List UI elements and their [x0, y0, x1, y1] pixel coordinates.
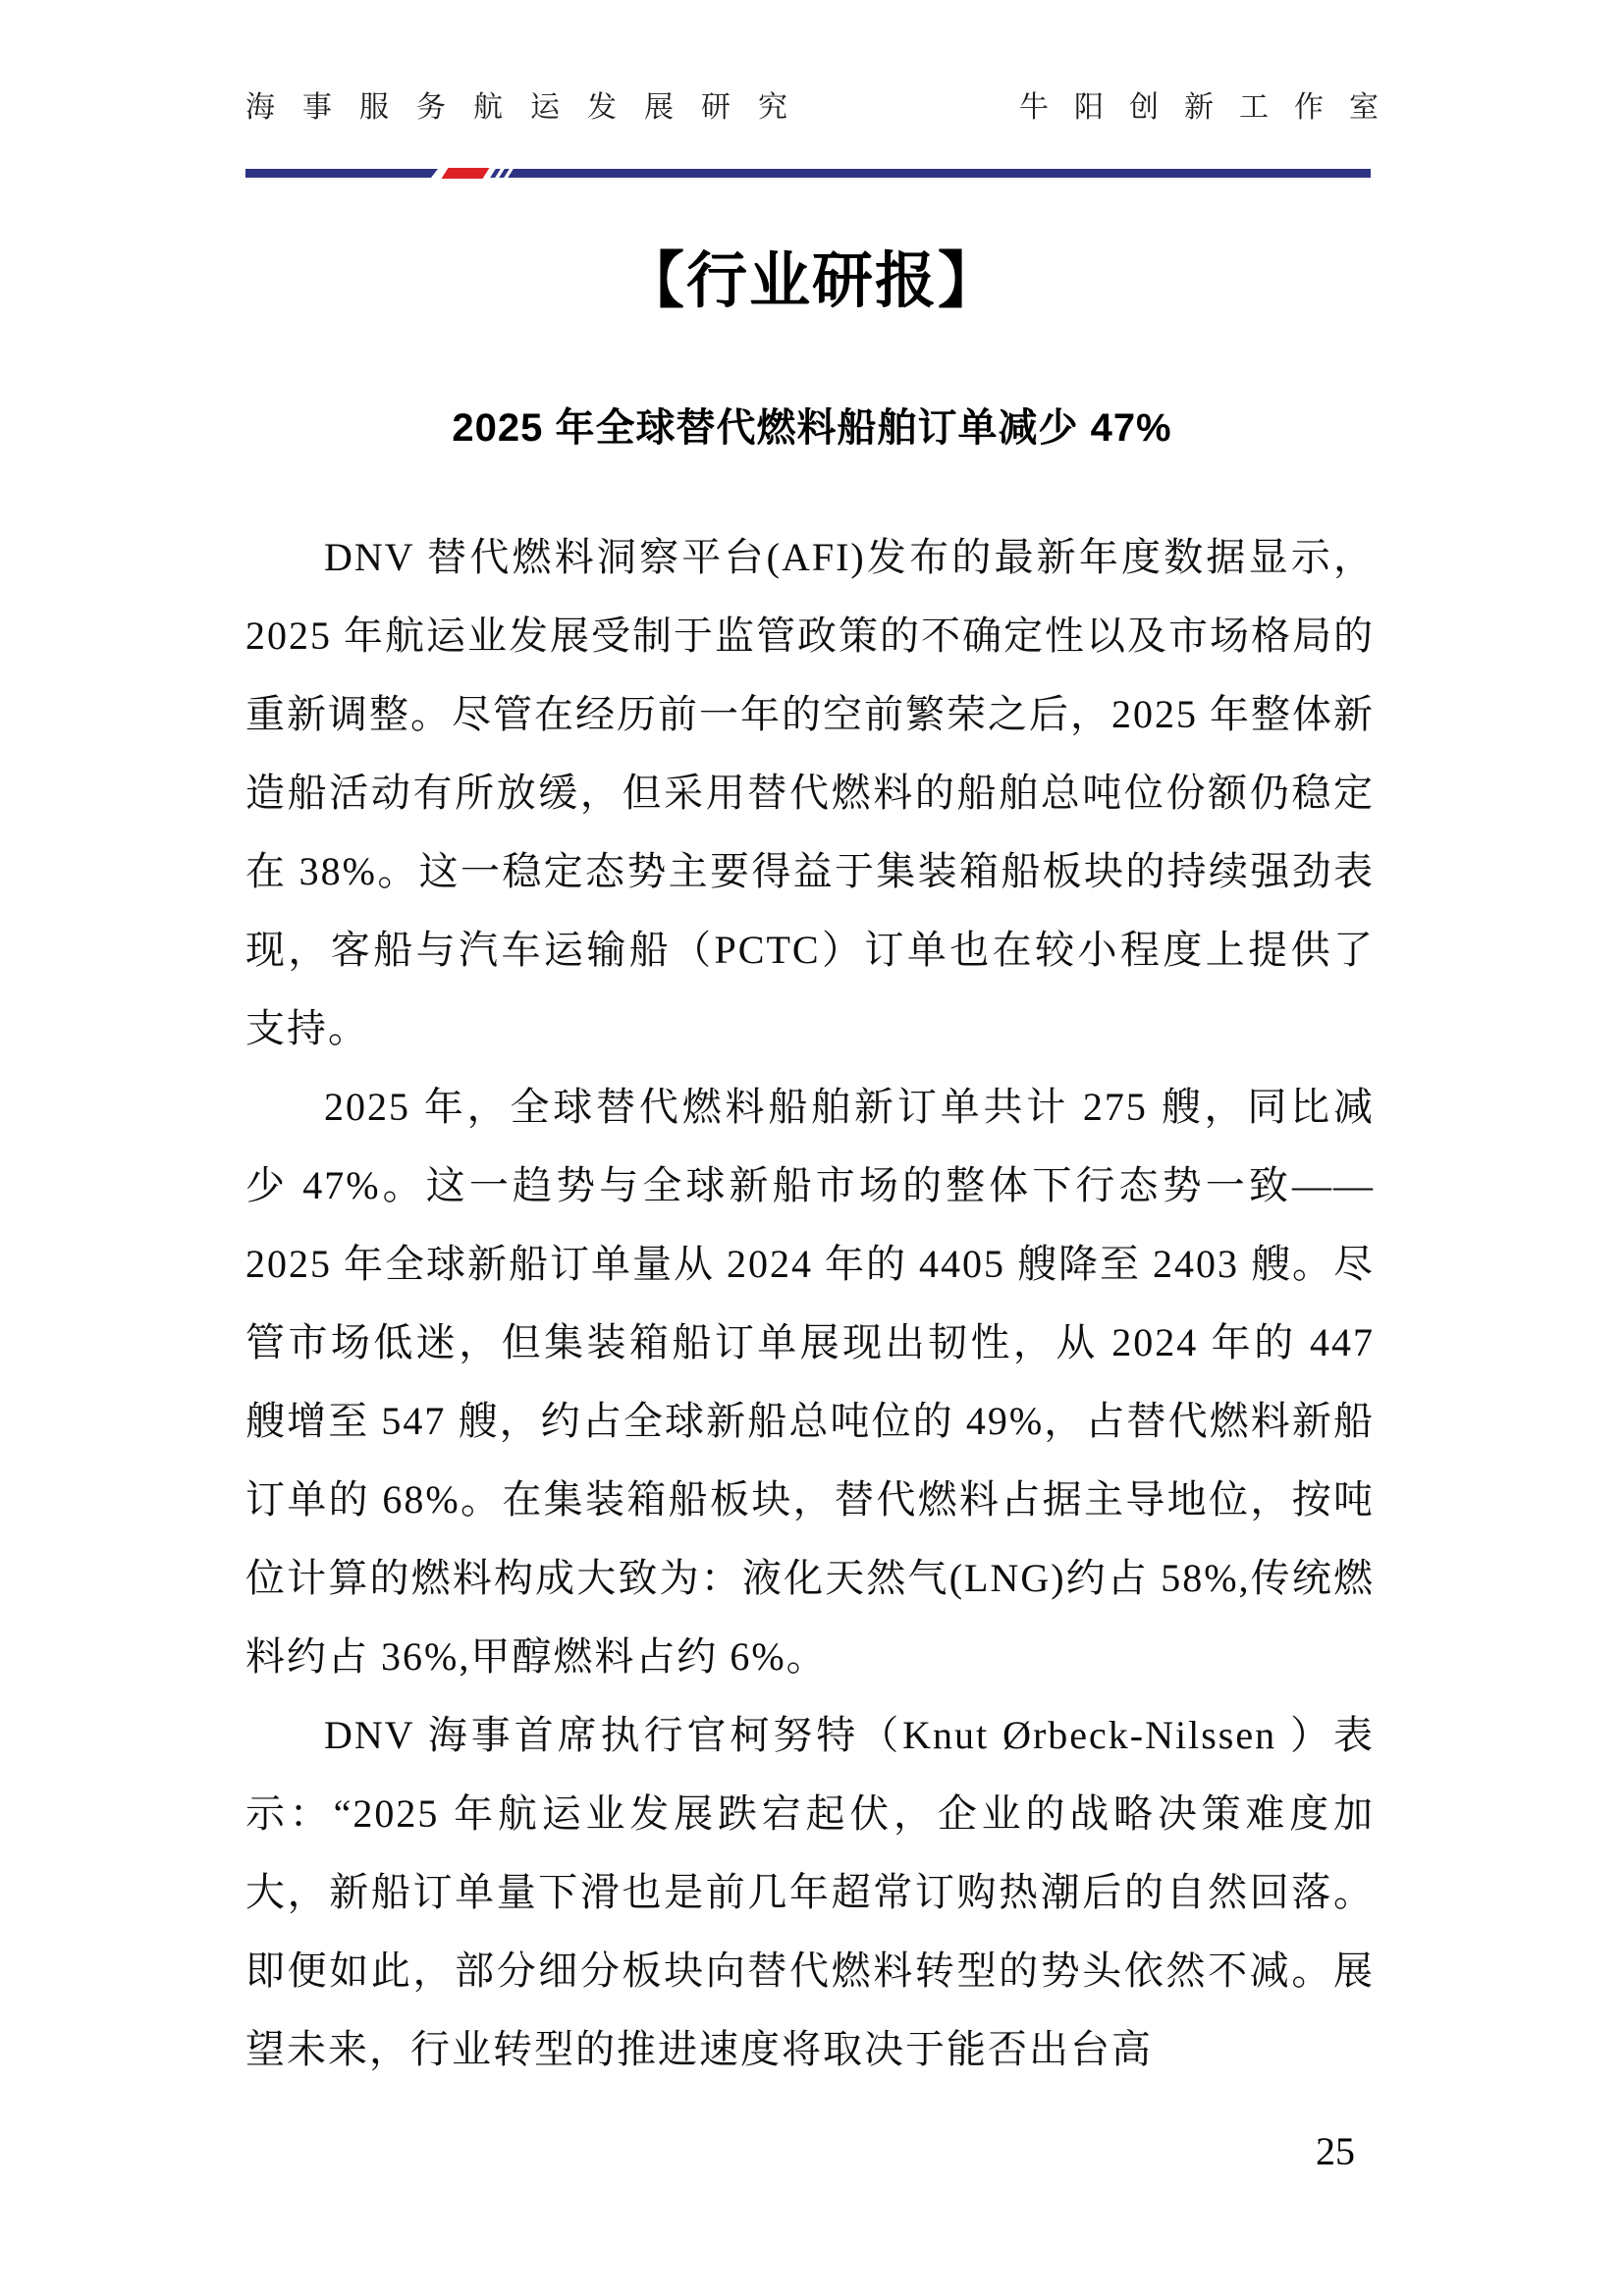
header-divider-rule [245, 168, 1371, 179]
page-number: 25 [1316, 2129, 1355, 2173]
divider-left-bar [245, 169, 438, 178]
article-body [245, 518, 1375, 2089]
header-right-text: 牛阳创新工作室 [1019, 91, 1404, 124]
paragraph: 2025 年，全球替代燃料船舶新订单共计 275 艘，同比减少 47%。这一趋势与全球新船市场的整体下行态势一致——2025 年全球新船订单量从 2024 年的 4405 艘降至 2403 艘。尽管市场低迷，但集装箱船订单展现出韧性，从 2024 年的 447 艘增至 547 艘，约占全球新船总吨位的 49%，占替代燃料新船订单的 68%。在集装箱船板块，替代燃料占据主导地位，按吨位计算的燃料构成大致为：液化天然气(LNG)约占 58%,传统燃料约占 36%,甲醇燃料占约 6%。 [245, 1085, 1375, 1679]
paragraph: DNV 海事首席执行官柯努特（Knut Ørbeck-Nilssen ）表示：“2025 年航运业发展跌宕起伏，企业的战略决策难度加大，新船订单量下滑也是前几年超常订购热潮后的自然回落。即便如此，部分细分板块向替代燃料转型的势头依然不减。展望未来，行业转型的推进速度将取决于能否出台高 [245, 1713, 1375, 2071]
header-left-text: 海事服务航运发展研究 [245, 91, 815, 124]
section-title: 【行业研报】 [623, 247, 1001, 315]
page-header [245, 82, 1404, 126]
paragraph: DNV 替代燃料洞察平台(AFI)发布的最新年度数据显示，2025 年航运业发展受制于监管政策的不确定性以及市场格局的重新调整。尽管在经历前一年的空前繁荣之后，2025 年整体新造船活动有所放缓，但采用替代燃料的船舶总吨位份额仍稳定在 38%。这一稳定态势主要得益于集装箱船板块的持续强劲表现，客船与汽车运输船（PCTC）订单也在较小程度上提供了支持。 [245, 535, 1375, 1050]
divider-right-bar [509, 169, 1371, 178]
article-title: 2025 年全球替代燃料船舶订单减少 47% [452, 406, 1172, 450]
divider-red-accent [442, 168, 490, 179]
